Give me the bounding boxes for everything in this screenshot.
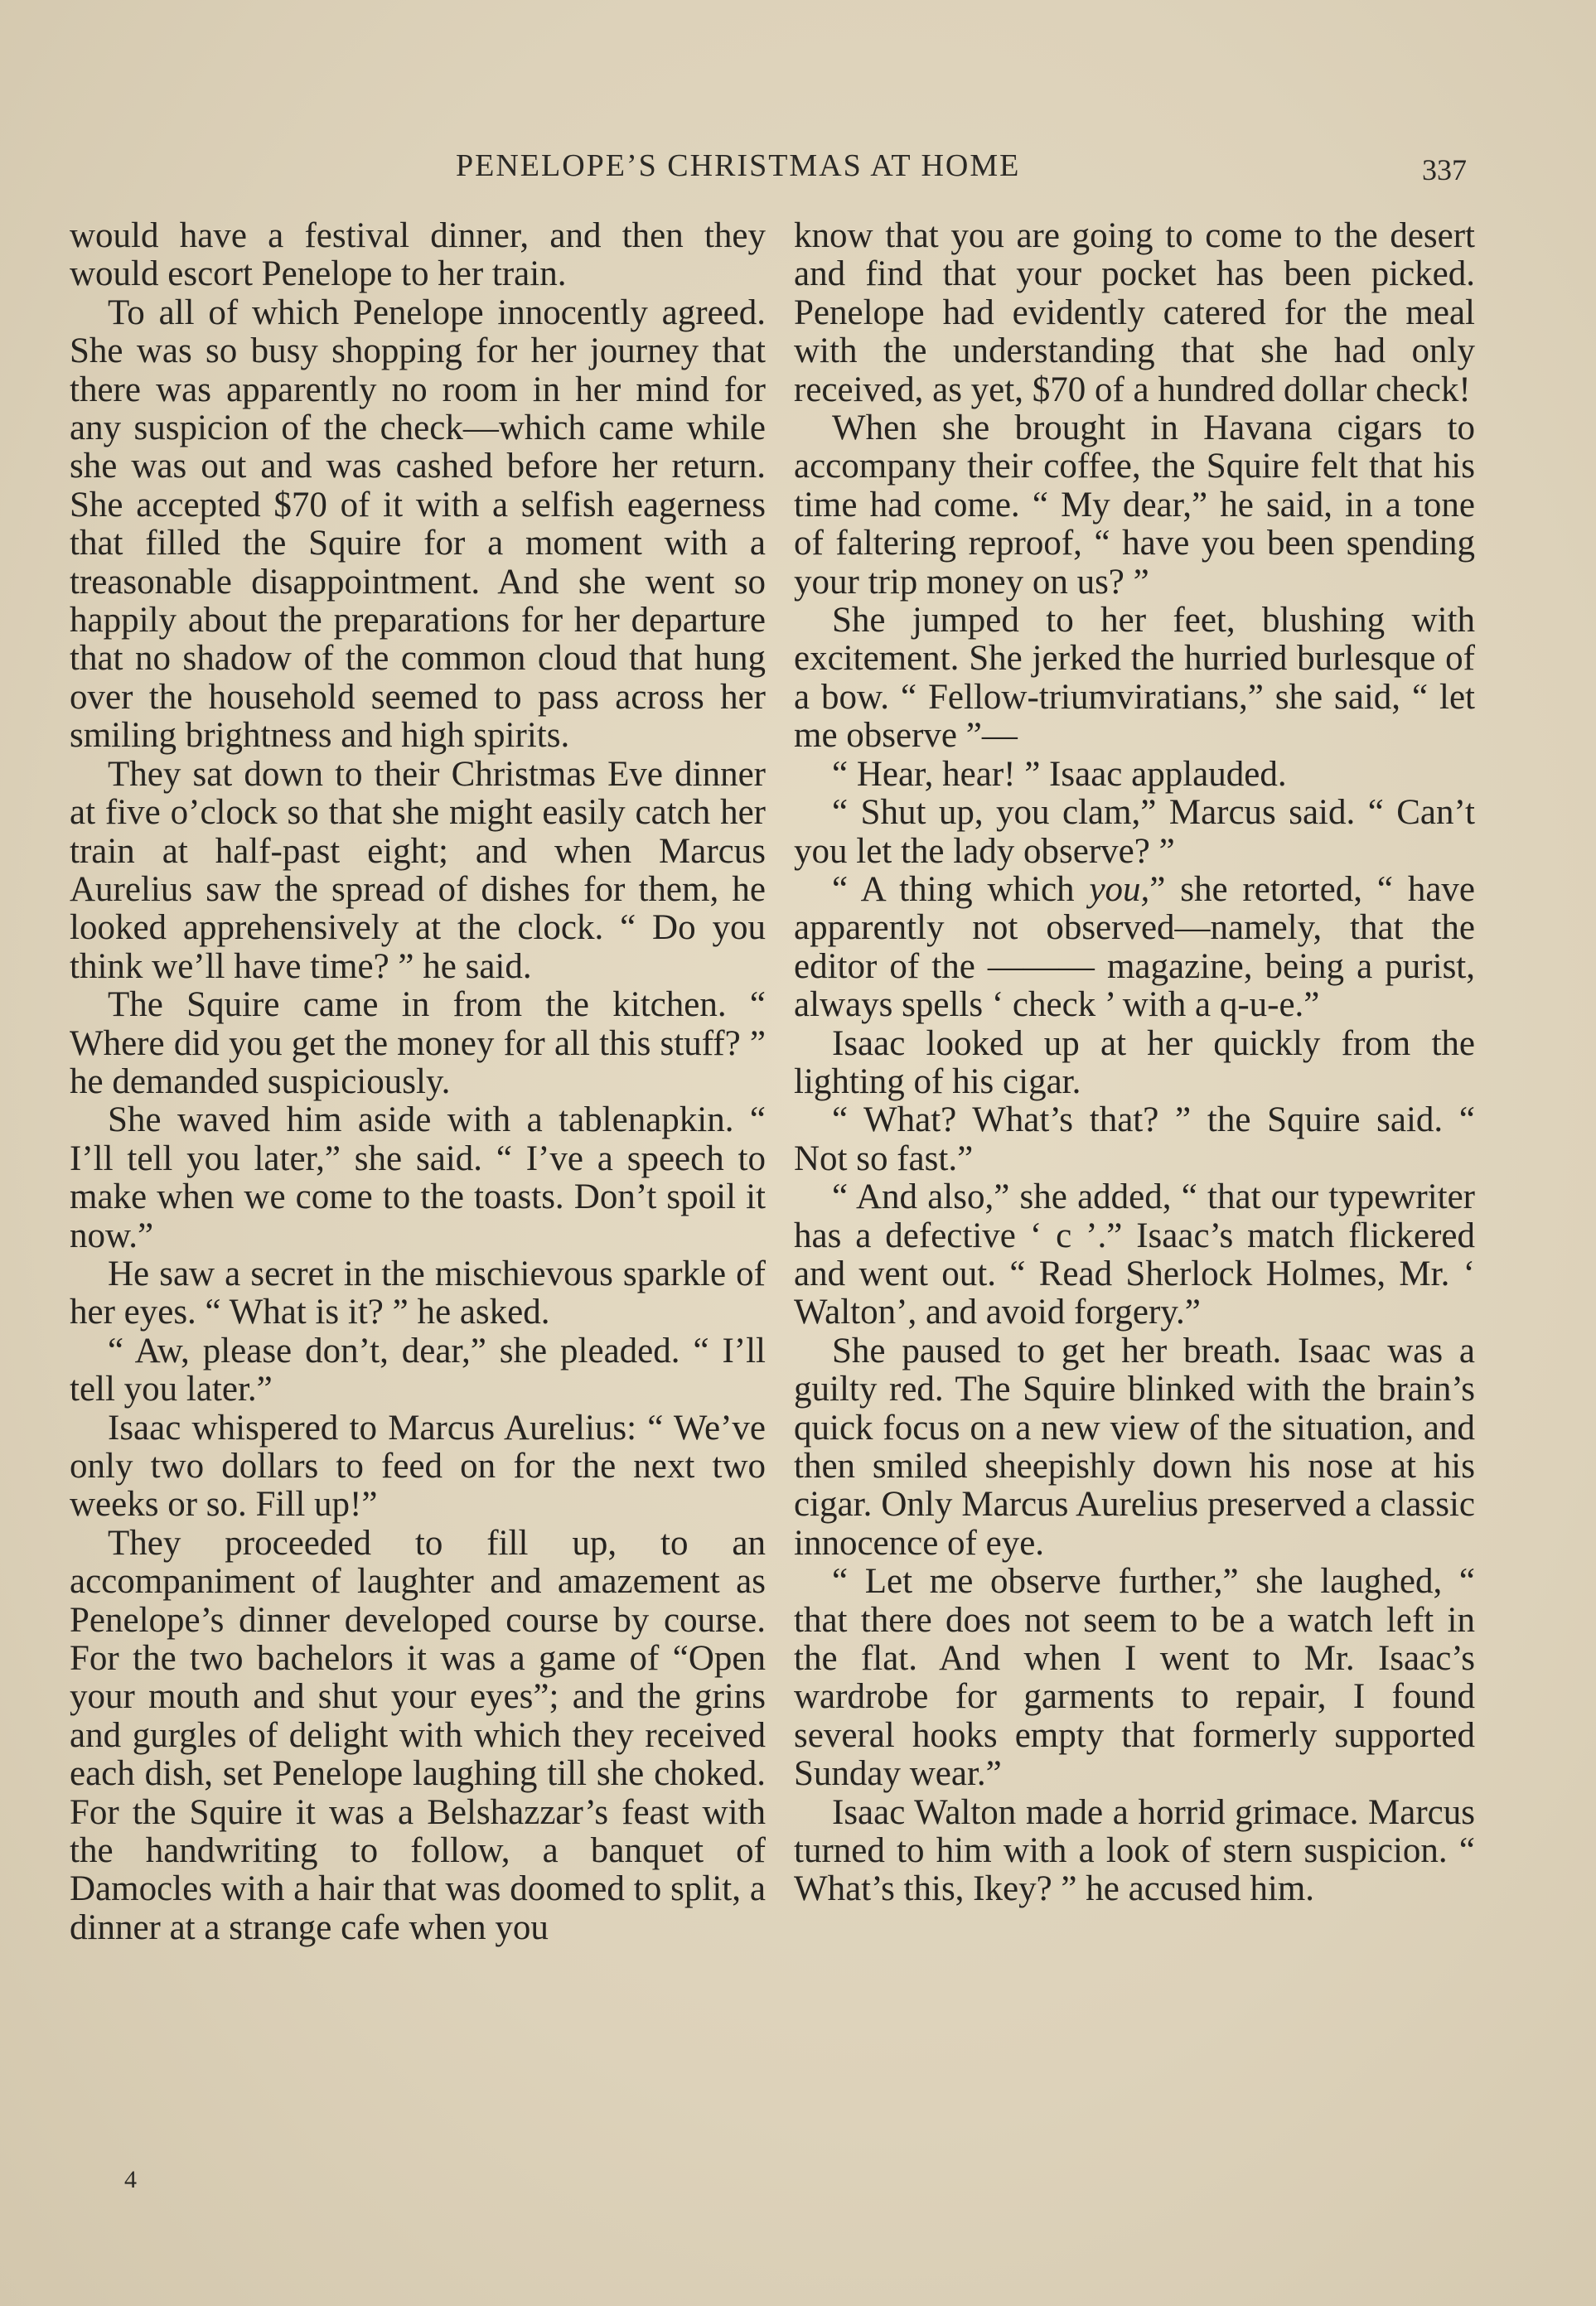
paragraph: The Squire came in from the kitchen. “ Where did you get the money for all this stuff? ” he demanded suspiciously. bbox=[70, 985, 766, 1101]
text-run: ” she retorted, “ have apparently not observed—namely, that the editor of the ——— magazine, being a purist, always spells ‘ check ’ with a q-u-e.” bbox=[794, 869, 1475, 1025]
paragraph: To all of which Penelope innocently agreed. She was so busy shopping for her journey that there was apparently no room in her mind for any suspicion of the check—which came while she was out and was cashed before her return. She accepted $70 of it with a selfish eagerness that filled the Squire for a moment with a treasonable disappointment. And she went so happily about the preparations for her departure that no shadow of the common cloud that hung over the household seemed to pass across her smiling brightness and high spirits. bbox=[70, 292, 766, 756]
paragraph: know that you are going to come to the desert and find that your pocket has been picked. Penelope had evidently catered for the meal with the understanding that she had only received, as yet, $70 of a hundred dollar check! bbox=[794, 216, 1475, 409]
paragraph: She paused to get her breath. Isaac was a guilty red. The Squire blinked with the brain’s quick focus on a new view of the situation, and then smiled sheepishly down his nose at his cigar. Only Marcus Aurelius preserved a classic innocence of eye. bbox=[794, 1331, 1475, 1563]
paragraph: “ What? What’s that? ” the Squire said. “ Not so fast.” bbox=[794, 1100, 1475, 1178]
emphasis: you, bbox=[1089, 869, 1150, 909]
page-number: 337 bbox=[1422, 153, 1467, 186]
paragraph: She jumped to her feet, blushing with excitement. She jerked the hurried burlesque of a bow. “ Fellow-triumviratians,” she said, “ let me observe ”— bbox=[794, 601, 1475, 756]
paragraph: Isaac looked up at her quickly from the lighting of his cigar. bbox=[794, 1023, 1475, 1101]
paragraph: “ Let me observe further,” she laughed, “ that there does not seem to be a watch left in the flat. And when I went to Mr. Isaac’s wardrobe for garments to repair, I found several hooks empty that formerly supported Sunday wear.” bbox=[794, 1562, 1475, 1794]
paragraph: would have a festival dinner, and then they would escort Penelope to her train. bbox=[70, 216, 766, 294]
paragraph bbox=[794, 871, 1475, 1025]
paragraph: They sat down to their Christmas Eve dinner at five o’clock so that she might easily catch her train at half-past eight; and when Marcus Aurelius saw the spread of dishes for them, he looked apprehensively at the clock. “ Do you think we’ll have time? ” he said. bbox=[70, 754, 766, 986]
left-column bbox=[70, 217, 766, 1947]
running-title: PENELOPE’S CHRISTMAS AT HOME bbox=[456, 148, 1021, 183]
paragraph: “ Hear, hear! ” Isaac applauded. bbox=[832, 754, 1287, 794]
paragraph: “ Aw, please don’t, dear,” she pleaded. “ I’ll tell you later.” bbox=[70, 1331, 766, 1409]
signature-mark: 4 bbox=[124, 2166, 137, 2193]
paragraph: They proceeded to fill up, to an accompaniment of laughter and amazement as Penelope’s dinner developed course by course. For the two bachelors it was a game of “Open your mouth and shut your eyes”; and the grins and gurgles of delight with which they received each dish, set Penelope laughing till she choked. For the Squire it was a Belshazzar’s feast with the handwriting to follow, a banquet of Damocles with a hair that was doomed to split, a dinner at a strange cafe when you bbox=[70, 1523, 766, 1947]
paragraph: She waved him aside with a tablenapkin. “ I’ll tell you later,” she said. “ I’ve a speech to make when we come to the toasts. Don’t spoil it now.” bbox=[70, 1100, 766, 1255]
paragraph: Isaac Walton made a horrid grimace. Marcus turned to him with a look of stern suspicion. “ What’s this, Ikey? ” he accused him. bbox=[794, 1792, 1475, 1909]
right-column bbox=[794, 217, 1475, 1909]
paragraph: “ Shut up, you clam,” Marcus said. “ Can’t you let the lady observe? ” bbox=[794, 793, 1475, 871]
paragraph: “ And also,” she added, “ that our typewriter has a defective ‘ c ’.” Isaac’s match flickered and went out. “ Read Sherlock Holmes, Mr. ‘ Walton’, and avoid forgery.” bbox=[794, 1177, 1475, 1332]
paragraph: He saw a secret in the mischievous sparkle of her eyes. “ What is it? ” he asked. bbox=[70, 1254, 766, 1332]
paragraph: Isaac whispered to Marcus Aurelius: “ We’ve only two dollars to feed on for the next two weeks or so. Fill up!” bbox=[70, 1408, 766, 1525]
text-run: “ A thing which bbox=[832, 869, 1090, 909]
paragraph: When she brought in Havana cigars to accompany their coffee, the Squire felt that his time had come. “ My dear,” he said, in a tone of faltering reproof, “ have you been spending your trip money on us? ” bbox=[794, 409, 1475, 602]
